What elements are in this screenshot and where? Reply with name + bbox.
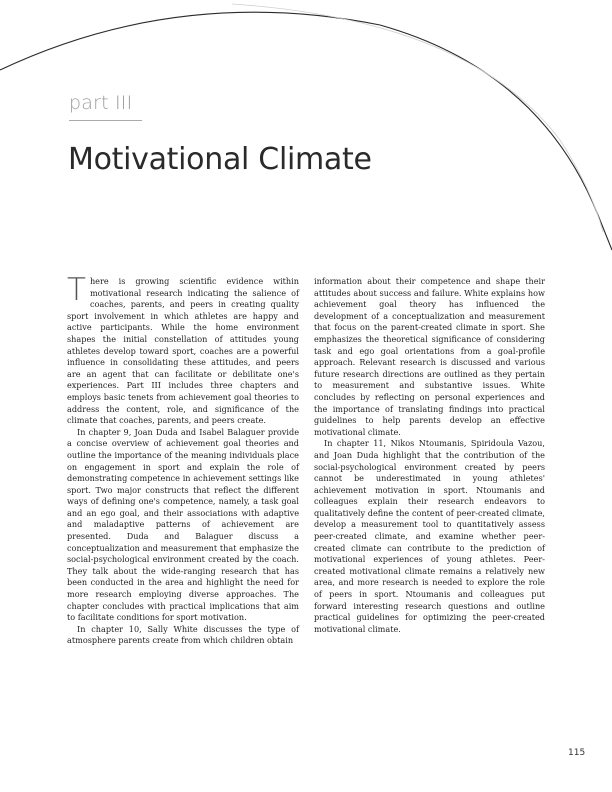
part-label: part III [69, 92, 133, 114]
page-title: Motivational Climate [68, 142, 372, 177]
chapter-10-paragraph-continued: information about their competence and shape their attitudes about success and failure. White explains how achievement goal theory has influenced the development of a conceptualization and measurement that focus on the parent-created climate in sport. She emphasizes the theoretical significance of considering task and ego goal orientations from a goal-profile approach. Relevant research is discussed and various future research directions are outlined as they pertain to measurement and substantive issues. White concludes by reflecting on personal experiences and the importance of translating findings into practical guidelines to help parents develop an effective motivational climate. [314, 276, 545, 437]
left-column [67, 272, 299, 647]
right-column [314, 276, 545, 635]
chapter-10-paragraph-start: In chapter 10, Sally White discusses the type of atmosphere parents create from which children obtain [67, 623, 299, 646]
drop-cap: T [67, 272, 86, 308]
chapter-11-paragraph: In chapter 11, Nikos Ntoumanis, Spiridoula Vazou, and Joan Duda highlight that the contribution of the social-psychological environment created by peers cannot be underestimated in young athletes' achievement motivation in sport. Ntoumanis and colleagues explain their research endeavors to qualitatively define the content of peer-created climate, develop a measurement tool to quantitatively assess peer-created climate, and examine whether peer-created climate can contribute to the prediction of motivational experiences of young athletes. Peer-created motivational climate remains a relatively new area, and more research is needed to explore the role of peers in sport. Ntoumanis and colleagues put forward interesting research questions and outline practical guidelines for optimizing the peer-created motivational climate. [314, 438, 545, 634]
intro-text: here is growing scientific evidence within motivational research indicating the salience of coaches, parents, and peers in creating quality sport involvement in which athletes are happy and active participants. While the home environment shapes the initial constellation of attitudes young athletes develop toward sport, coaches are a powerful influence in consolidating these attitudes, and peers are an agent that can facilitate or debilitate one's experiences. Part III includes three chapters and employs basic tenets from achievement goal theories to address the content, role, and significance of the climate that coaches, parents, and peers create. [67, 276, 299, 426]
chapter-9-paragraph: In chapter 9, Joan Duda and Isabel Balaguer provide a concise overview of achievement goal theories and outline the importance of the meaning individuals place on engagement in sport and explain the role of demonstrating competence in achievement settings like sport. Two major constructs that reflect the different ways of defining one's competence, namely, a task goal and an ego goal, and their associations with adaptive and maladaptive patterns of achievement are presented. Duda and Balaguer discuss a conceptualization and measurement that emphasize the social-psychological environment created by the coach. They talk about the wide-ranging research that has been conducted in the area and highlight the need for more research employing diverse approaches. The chapter concludes with practical implications that aim to facilitate conditions for sport motivation. [67, 426, 299, 623]
intro-paragraph [67, 272, 299, 427]
part-label-underline [69, 120, 142, 121]
page-number: 115 [568, 748, 586, 758]
